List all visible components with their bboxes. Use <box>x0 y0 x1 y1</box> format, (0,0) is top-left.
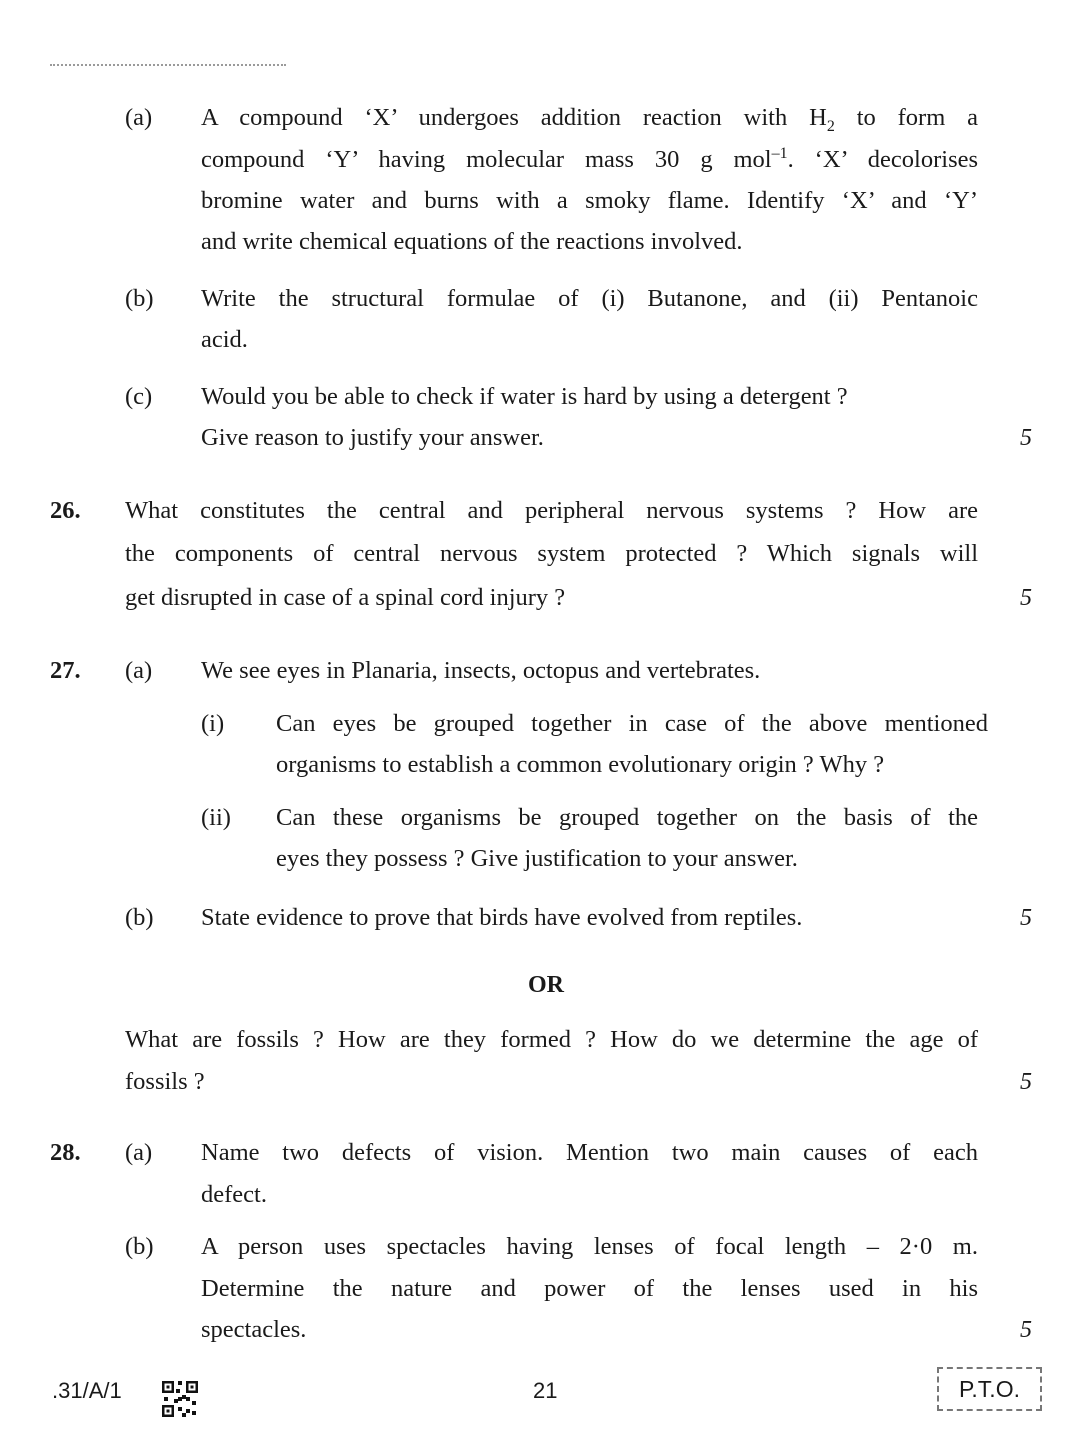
q25c-label: (c) <box>125 383 153 410</box>
q28-number: 28. <box>50 1139 81 1166</box>
q25c-line-1: Would you be able to check if water is hard by using a detergent ? <box>201 383 848 410</box>
q26-marks: 5 <box>1020 585 1032 611</box>
q26-line-1: What constitutes the central and peripheral nervous systems ? How are <box>125 497 978 524</box>
q27b-text: State evidence to prove that birds have evolved from reptiles. <box>201 904 803 931</box>
q27a-ii-line-2: eyes they possess ? Give justification to your answer. <box>276 845 798 872</box>
q28b-line-1: A person uses spectacles having lenses of focal length – 2·0 m. <box>201 1233 978 1260</box>
q25b-line-2: acid. <box>201 326 248 353</box>
q25c-line-2: Give reason to justify your answer. <box>201 424 544 451</box>
top-divider <box>50 64 286 66</box>
q28-marks: 5 <box>1020 1317 1032 1343</box>
q27-alt-marks: 5 <box>1020 1069 1032 1095</box>
q25b-label: (b) <box>125 285 154 312</box>
q28b-line-3: spectacles. <box>201 1316 307 1343</box>
q25a-line-4: and write chemical equations of the reactions involved. <box>201 228 743 255</box>
q28b-line-2: Determine the nature and power of the lenses used in his <box>201 1275 978 1302</box>
q26-line-3: get disrupted in case of a spinal cord injury ? <box>125 584 566 611</box>
or-separator: OR <box>528 972 564 998</box>
q27-number: 27. <box>50 657 81 684</box>
q27a-i-line-1: Can eyes be grouped together in case of the above mentioned <box>276 710 988 737</box>
page-number: 21 <box>533 1378 558 1403</box>
q26-number: 26. <box>50 497 81 524</box>
q25-marks: 5 <box>1020 425 1032 451</box>
q28a-line-1: Name two defects of vision. Mention two main causes of each <box>201 1139 978 1166</box>
q28a-label: (a) <box>125 1139 153 1166</box>
q27a-text: We see eyes in Planaria, insects, octopus and vertebrates. <box>201 657 761 684</box>
q27a-ii-line-1: Can these organisms be grouped together on the basis of the <box>276 804 978 831</box>
q27a-ii-label: (ii) <box>201 804 231 831</box>
q27-alt-line-2: fossils ? <box>125 1068 205 1095</box>
q27-alt-line-1: What are fossils ? How are they formed ? How do we determine the age of <box>125 1026 978 1053</box>
qr-code-icon <box>162 1381 198 1417</box>
pto-box: P.T.O. <box>937 1367 1042 1411</box>
q25a-label: (a) <box>125 104 153 131</box>
q25a-line-3: bromine water and burns with a smoky flame. Identify ‘X’ and ‘Y’ <box>201 187 978 214</box>
q26-line-2: the components of central nervous system protected ? Which signals will <box>125 540 978 567</box>
q27-marks: 5 <box>1020 905 1032 931</box>
paper-code: .31/A/1 <box>52 1378 122 1403</box>
q27a-i-label: (i) <box>201 710 225 737</box>
q27b-label: (b) <box>125 904 154 931</box>
q25a-line-1: A compound ‘X’ undergoes addition reaction with $H_2$ to form a <box>201 104 979 135</box>
q28a-line-2: defect. <box>201 1181 267 1208</box>
q28b-label: (b) <box>125 1233 154 1260</box>
q27a-label: (a) <box>125 657 153 684</box>
q27a-i-line-2: organisms to establish a common evolutionary origin ? Why ? <box>276 751 885 778</box>
q25b-line-1: Write the structural formulae of (i) Butanone, and (ii) Pentanoic <box>201 285 978 312</box>
q25a-line-2: compound ‘Y’ having molecular mass 30 g mol$^{-1}$. ‘X’ decolorises <box>201 144 979 173</box>
